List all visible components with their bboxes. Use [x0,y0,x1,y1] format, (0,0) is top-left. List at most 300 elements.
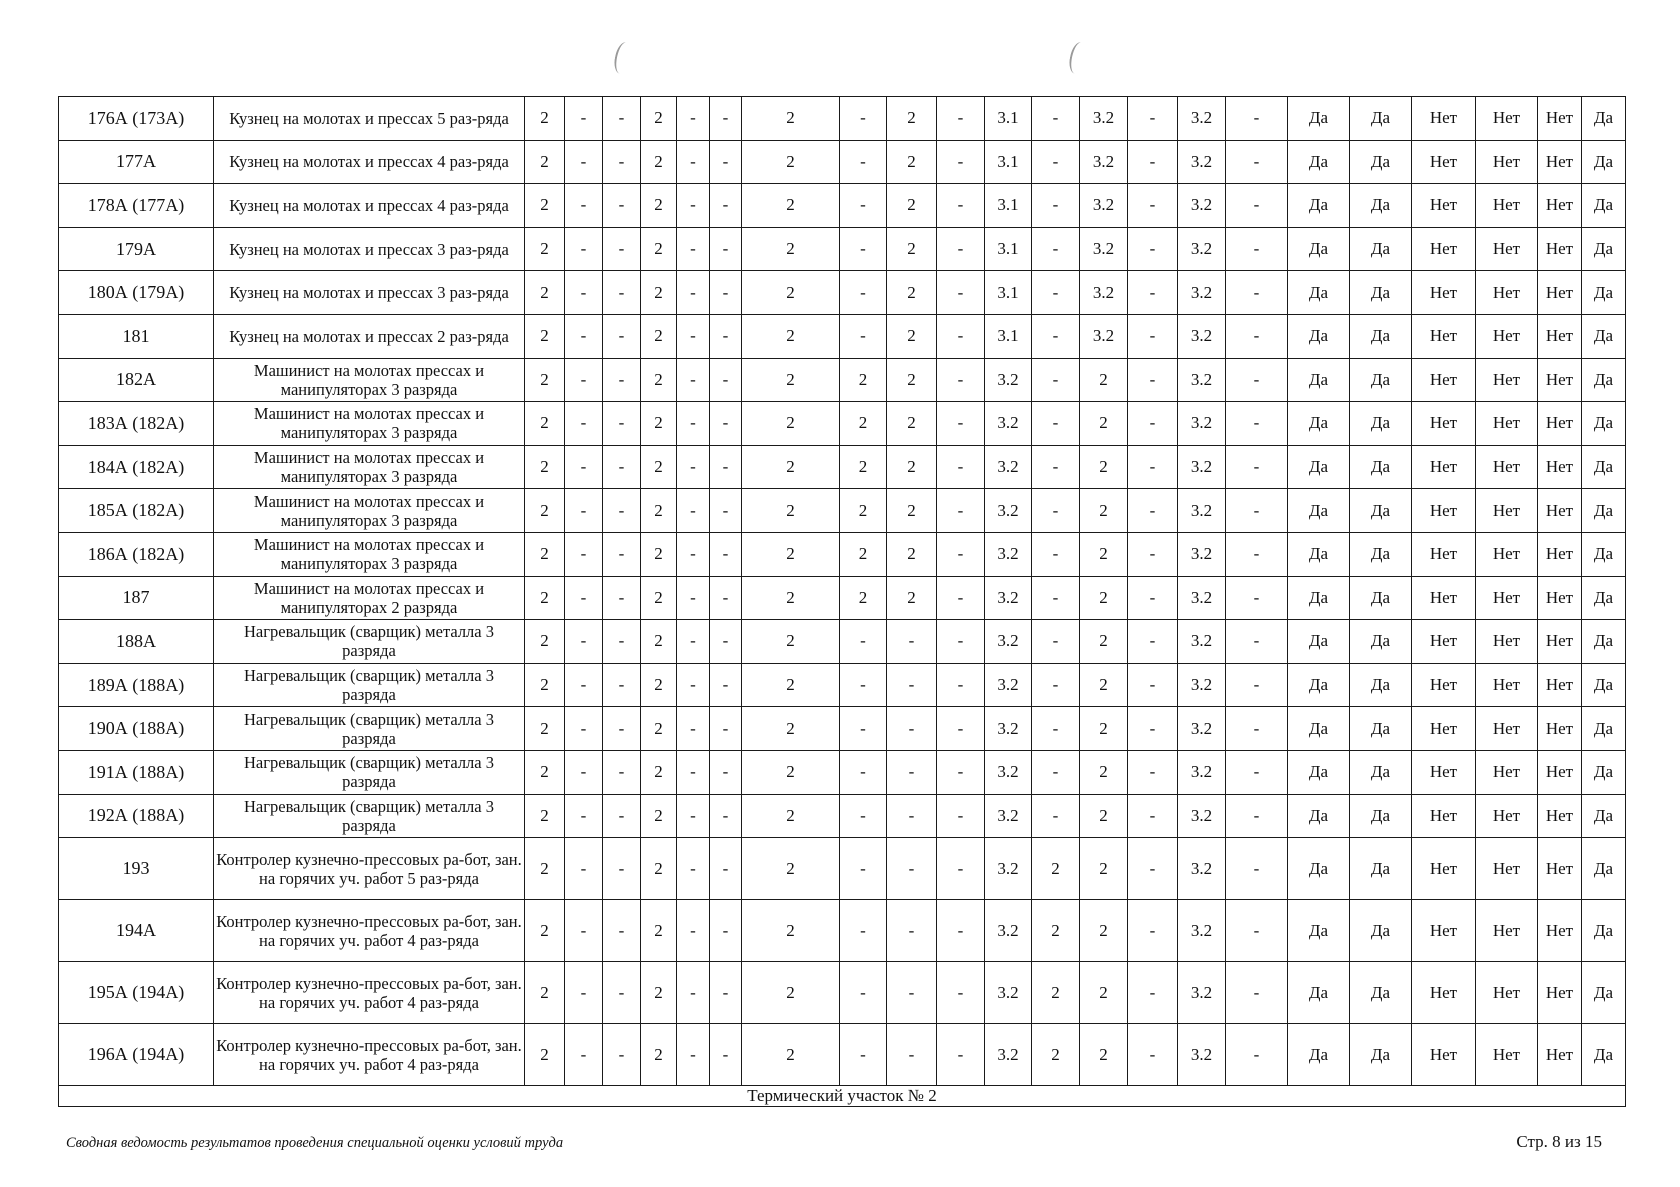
job-title: Машинист на молотах прессах и манипуляторах 3 разряда [214,445,525,489]
table-cell: Да [1288,620,1350,664]
table-cell: Нет [1476,140,1538,184]
table-row [59,794,1626,838]
table-cell: 3.2 [985,489,1032,533]
table-cell: Нет [1412,140,1476,184]
table-cell: 2 [840,489,887,533]
table-cell: Да [1582,532,1626,576]
table-cell: - [937,227,985,271]
table-cell: Нет [1412,576,1476,620]
table-cell: 2 [840,532,887,576]
table-cell: 2 [1080,532,1128,576]
table-cell: 3.2 [1178,900,1226,962]
table-cell: 3.2 [1178,358,1226,402]
table-cell: 3.2 [1178,838,1226,900]
table-cell: - [710,794,742,838]
table-cell: 3.2 [985,620,1032,664]
table-cell: - [565,445,603,489]
table-cell: 3.2 [985,532,1032,576]
table-cell: Да [1288,227,1350,271]
table-cell: - [710,402,742,446]
table-cell: - [1226,445,1288,489]
table-cell: 3.2 [1178,794,1226,838]
job-title: Нагревальщик (сварщик) металла 3 разряда [214,663,525,707]
table-cell: Да [1350,402,1412,446]
table-cell: - [565,97,603,141]
table-cell: - [710,227,742,271]
table-cell: Нет [1538,707,1582,751]
table-cell: - [603,576,641,620]
table-cell: - [565,358,603,402]
table-cell: Нет [1412,489,1476,533]
table-cell: - [937,314,985,358]
table-cell: - [710,184,742,228]
table-cell: Нет [1412,962,1476,1024]
table-cell: - [565,663,603,707]
table-cell: - [1032,532,1080,576]
table-cell: - [1032,314,1080,358]
workplace-number: 187 [59,576,214,620]
table-cell: Да [1582,271,1626,315]
table-cell: Да [1288,489,1350,533]
table-cell: 3.2 [985,838,1032,900]
table-cell: - [1226,402,1288,446]
table-cell: - [677,271,710,315]
table-cell: Да [1582,184,1626,228]
table-cell: 2 [525,445,565,489]
table-cell: - [603,97,641,141]
table-cell: 2 [641,445,677,489]
table-cell: Да [1288,402,1350,446]
table-cell: - [710,620,742,664]
table-cell: 2 [641,358,677,402]
table-cell: Нет [1412,794,1476,838]
table-cell: 2 [641,184,677,228]
table-cell: 2 [525,900,565,962]
table-cell: - [677,663,710,707]
table-row [59,900,1626,962]
table-cell: 2 [742,576,840,620]
table-cell: 3.2 [985,900,1032,962]
table-cell: 2 [525,402,565,446]
table-cell: - [887,962,937,1024]
table-cell: Нет [1476,620,1538,664]
table-cell: 3.2 [1178,271,1226,315]
results-table [58,96,1626,1107]
table-cell: - [887,838,937,900]
table-cell: 2 [1080,489,1128,533]
table-cell: 3.1 [985,184,1032,228]
table-cell: - [1032,97,1080,141]
table-cell: 2 [641,750,677,794]
table-cell: - [603,794,641,838]
table-cell: - [887,707,937,751]
table-cell: Да [1350,532,1412,576]
table-cell: - [1226,140,1288,184]
workplace-number: 180А (179А) [59,271,214,315]
table-cell: 2 [1080,620,1128,664]
table-cell: - [677,140,710,184]
table-cell: Нет [1538,227,1582,271]
table-cell: - [1226,314,1288,358]
table-cell: 2 [525,314,565,358]
table-cell: Нет [1412,227,1476,271]
table-cell: 2 [641,620,677,664]
table-cell: - [677,900,710,962]
table-cell: Нет [1538,489,1582,533]
table-cell: - [603,838,641,900]
job-title: Машинист на молотах прессах и манипуляторах 3 разряда [214,489,525,533]
table-row [59,358,1626,402]
page-number: Стр. 8 из 15 [1516,1132,1602,1151]
table-cell: 3.2 [1080,314,1128,358]
table-cell: Да [1288,1024,1350,1086]
table-cell: 2 [887,314,937,358]
table-cell: - [840,97,887,141]
table-cell: Нет [1538,838,1582,900]
table-cell: 2 [840,445,887,489]
table-cell: 2 [525,707,565,751]
table-cell: - [565,620,603,664]
table-cell: 2 [742,184,840,228]
table-cell: - [1032,576,1080,620]
table-cell: Нет [1412,900,1476,962]
job-title: Нагревальщик (сварщик) металла 3 разряда [214,750,525,794]
workplace-number: 193 [59,838,214,900]
table-cell: Нет [1476,184,1538,228]
table-cell: 2 [1080,707,1128,751]
job-title: Кузнец на молотах и прессах 4 раз-ряда [214,184,525,228]
table-cell: 2 [641,794,677,838]
table-cell: - [710,445,742,489]
table-cell: 2 [641,900,677,962]
workplace-number: 195А (194А) [59,962,214,1024]
table-cell: 3.2 [1178,707,1226,751]
table-cell: - [1128,794,1178,838]
table-cell: Нет [1476,838,1538,900]
table-cell: - [677,794,710,838]
table-cell: 3.2 [1080,184,1128,228]
table-cell: - [1128,838,1178,900]
table-cell: - [1032,140,1080,184]
table-cell: - [677,402,710,446]
table-cell: - [1128,489,1178,533]
table-cell: Да [1350,663,1412,707]
table-cell: - [710,271,742,315]
table-cell: - [710,750,742,794]
table-cell: - [1032,663,1080,707]
table-cell: Да [1582,1024,1626,1086]
workplace-number: 183А (182А) [59,402,214,446]
table-cell: 2 [641,489,677,533]
job-title: Нагревальщик (сварщик) металла 3 разряда [214,620,525,664]
table-cell: 3.2 [1178,620,1226,664]
table-cell: 2 [1080,402,1128,446]
punch-hole-mark-right [1067,41,1089,76]
table-cell: - [1226,227,1288,271]
table-cell: Да [1350,445,1412,489]
table-cell: - [603,227,641,271]
table-cell: 2 [742,97,840,141]
table-cell: 2 [887,402,937,446]
table-cell: - [937,97,985,141]
table-cell: - [710,576,742,620]
table-cell: - [1128,1024,1178,1086]
table-cell: 2 [1080,1024,1128,1086]
table-cell: Да [1582,838,1626,900]
table-cell: Да [1350,900,1412,962]
table-cell: Да [1350,140,1412,184]
table-cell: - [1128,358,1178,402]
table-cell: 2 [525,794,565,838]
section-header-row [59,1086,1626,1107]
table-cell: - [710,358,742,402]
table-cell: Нет [1476,402,1538,446]
table-cell: Нет [1538,750,1582,794]
table-cell: Да [1288,707,1350,751]
table-row [59,227,1626,271]
table-cell: 3.2 [1178,402,1226,446]
table-cell: - [840,663,887,707]
table-cell: 3.2 [1178,576,1226,620]
table-cell: Нет [1538,532,1582,576]
table-cell: - [937,402,985,446]
table-cell: 2 [525,962,565,1024]
table-cell: Нет [1476,532,1538,576]
table-cell: 2 [1080,900,1128,962]
table-cell: - [565,838,603,900]
table-cell: Да [1582,663,1626,707]
table-cell: Да [1350,184,1412,228]
table-cell: Нет [1538,900,1582,962]
table-cell: - [710,838,742,900]
table-cell: - [937,707,985,751]
table-cell: - [677,620,710,664]
table-cell: 2 [742,620,840,664]
workplace-number: 189А (188А) [59,663,214,707]
table-cell: - [840,838,887,900]
table-cell: Да [1350,620,1412,664]
table-cell: - [887,663,937,707]
table-cell: - [565,184,603,228]
table-cell: Нет [1538,620,1582,664]
table-cell: Нет [1476,314,1538,358]
table-cell: - [710,707,742,751]
table-cell: - [887,750,937,794]
job-title: Контролер кузнечно-прессовых ра-бот, зан. на горячих уч. работ 4 раз-ряда [214,962,525,1024]
table-cell: Да [1288,140,1350,184]
table-cell: Нет [1538,184,1582,228]
table-cell: 2 [1080,358,1128,402]
table-cell: - [565,271,603,315]
table-cell: - [937,750,985,794]
table-cell: - [710,489,742,533]
table-cell: 2 [887,489,937,533]
table-cell: - [937,445,985,489]
table-cell: Нет [1476,900,1538,962]
table-cell: Нет [1476,227,1538,271]
table-cell: - [603,271,641,315]
table-cell: 2 [887,227,937,271]
table-cell: - [1032,620,1080,664]
table-cell: 3.2 [985,576,1032,620]
table-cell: - [1032,445,1080,489]
table-cell: 2 [840,576,887,620]
table-cell: - [937,576,985,620]
table-cell: - [603,402,641,446]
table-cell: - [1226,1024,1288,1086]
table-cell: 2 [742,663,840,707]
table-cell: Нет [1412,663,1476,707]
section-title: Термический участок № 2 [59,1086,1626,1107]
table-cell: 3.2 [1178,314,1226,358]
table-cell: Да [1582,750,1626,794]
job-title: Кузнец на молотах и прессах 5 раз-ряда [214,97,525,141]
table-cell: Да [1350,794,1412,838]
table-cell: Нет [1412,1024,1476,1086]
table-cell: - [1128,184,1178,228]
table-cell: 2 [742,489,840,533]
table-cell: - [603,1024,641,1086]
table-cell: - [1128,900,1178,962]
table-cell: - [603,663,641,707]
table-cell: Да [1582,445,1626,489]
table-cell: - [677,838,710,900]
table-cell: Нет [1476,1024,1538,1086]
workplace-number: 176А (173А) [59,97,214,141]
table-row [59,314,1626,358]
table-cell: Да [1350,1024,1412,1086]
table-cell: Да [1350,576,1412,620]
table-cell: Да [1582,900,1626,962]
table-cell: 3.2 [1178,184,1226,228]
table-cell: Да [1582,620,1626,664]
table-cell: - [840,794,887,838]
table-row [59,962,1626,1024]
table-cell: Да [1350,489,1412,533]
table-cell: Да [1582,794,1626,838]
table-cell: Нет [1476,750,1538,794]
table-cell: - [677,750,710,794]
table-cell: Да [1350,358,1412,402]
table-cell: - [1128,707,1178,751]
table-cell: - [677,962,710,1024]
table-cell: - [1032,402,1080,446]
table-cell: Нет [1476,576,1538,620]
table-cell: - [1128,314,1178,358]
job-title: Машинист на молотах прессах и манипуляторах 2 разряда [214,576,525,620]
table-cell: Да [1288,962,1350,1024]
table-cell: - [1226,794,1288,838]
table-cell: 2 [641,576,677,620]
table-cell: - [677,445,710,489]
table-cell: - [1128,402,1178,446]
table-cell: Нет [1538,358,1582,402]
table-cell: Нет [1412,271,1476,315]
table-cell: 3.1 [985,271,1032,315]
table-cell: - [677,97,710,141]
table-cell: - [1032,794,1080,838]
table-cell: - [840,750,887,794]
table-cell: - [565,402,603,446]
table-cell: - [710,97,742,141]
table-cell: 2 [1080,576,1128,620]
table-cell: - [840,227,887,271]
table-cell: 3.2 [1178,663,1226,707]
table-cell: - [1128,532,1178,576]
table-cell: 2 [525,750,565,794]
table-cell: 2 [742,1024,840,1086]
punch-hole-mark-left [612,41,634,76]
table-cell: Да [1288,532,1350,576]
table-cell: Нет [1412,838,1476,900]
table-row [59,271,1626,315]
table-cell: Нет [1476,489,1538,533]
table-cell: - [1128,663,1178,707]
table-cell: - [937,489,985,533]
table-cell: - [937,838,985,900]
table-row [59,140,1626,184]
job-title: Контролер кузнечно-прессовых ра-бот, зан. на горячих уч. работ 4 раз-ряда [214,900,525,962]
table-cell: Нет [1476,445,1538,489]
table-cell: 3.1 [985,97,1032,141]
table-cell: 2 [525,140,565,184]
table-cell: - [565,707,603,751]
table-cell: - [1226,184,1288,228]
job-title: Машинист на молотах прессах и манипуляторах 3 разряда [214,358,525,402]
table-cell: Да [1582,227,1626,271]
table-cell: 2 [742,314,840,358]
table-cell: - [1032,358,1080,402]
table-cell: - [565,576,603,620]
table-cell: Нет [1538,794,1582,838]
job-title: Нагревальщик (сварщик) металла 3 разряда [214,794,525,838]
job-title: Кузнец на молотах и прессах 2 раз-ряда [214,314,525,358]
workplace-number: 178А (177А) [59,184,214,228]
table-cell: Да [1582,489,1626,533]
table-cell: - [603,184,641,228]
job-title: Машинист на молотах прессах и манипуляторах 3 разряда [214,532,525,576]
table-cell: 2 [742,794,840,838]
table-cell: Нет [1476,271,1538,315]
table-cell: - [840,314,887,358]
table-cell: Да [1582,140,1626,184]
table-cell: - [937,663,985,707]
table-cell: Нет [1412,707,1476,751]
table-cell: - [937,358,985,402]
table-cell: 2 [742,227,840,271]
table-cell: - [840,140,887,184]
table-cell: 3.2 [985,750,1032,794]
table-cell: 2 [887,445,937,489]
table-cell: - [1128,227,1178,271]
table-row [59,750,1626,794]
table-row [59,707,1626,751]
table-cell: Нет [1412,97,1476,141]
table-row [59,402,1626,446]
table-cell: - [887,620,937,664]
table-cell: - [565,140,603,184]
table-cell: Да [1288,838,1350,900]
table-cell: - [565,1024,603,1086]
table-cell: 2 [525,227,565,271]
table-cell: 2 [525,489,565,533]
table-cell: 2 [525,532,565,576]
table-cell: - [840,1024,887,1086]
table-cell: 2 [742,838,840,900]
table-cell: 2 [742,532,840,576]
workplace-number: 191А (188А) [59,750,214,794]
table-cell: Да [1288,314,1350,358]
